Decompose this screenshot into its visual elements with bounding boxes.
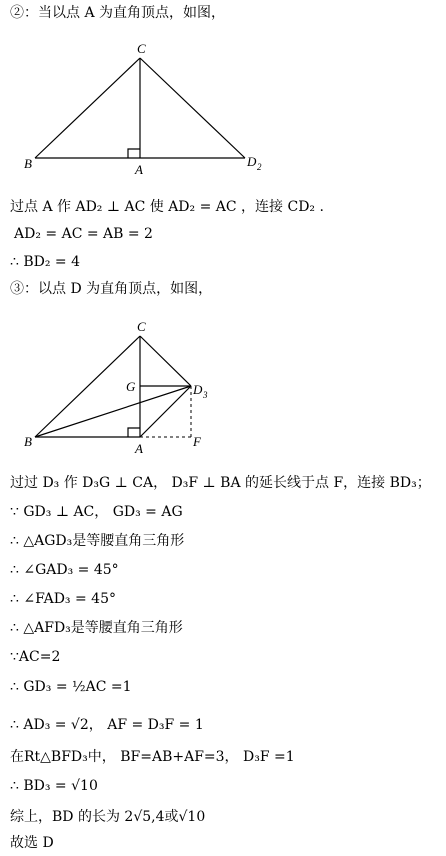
case3-line-8: ∴ GD₃ = ½AC =1: [10, 679, 132, 695]
case2-step2: AD₂ = AC = AB = 2: [14, 226, 153, 242]
case3-line-7: ∵AC=2: [10, 649, 61, 665]
case3-line-4: ∴ ∠GAD₃ = 45°: [10, 562, 119, 578]
fig2-label-d: D: [193, 382, 203, 397]
fig2-label-c: C: [137, 319, 146, 334]
fig2-line-bd3: [35, 386, 191, 437]
case3-line-1: 过过 D₃ 作 D₃G ⊥ CA， D₃F ⊥ BA 的延长线于点 F，连接 BD₃；: [10, 475, 431, 491]
case2-step3: ∴ BD₂ = 4: [10, 254, 81, 270]
case3-line-10: 在Rt△BFD₃中， BF=AB+AF=3， D₃F =1: [10, 749, 295, 765]
fig2-label-a: A: [135, 441, 143, 456]
fig2-right-angle-mark: [128, 428, 140, 437]
fig1-right-angle-mark: [128, 149, 140, 158]
fig1-label-c: C: [137, 41, 146, 56]
case3-line-6: ∴ △AFD₃是等腰直角三角形: [10, 620, 183, 636]
fig2-line-ad3: [140, 386, 191, 437]
fig2-line-cb: [35, 336, 140, 437]
case3-line-13: 故选 D: [10, 835, 54, 851]
fig1-line-cd2: [140, 58, 245, 158]
fig1-label-d: D: [247, 154, 257, 169]
fig1-label-b: B: [24, 156, 32, 171]
fig2-line-cd3: [140, 336, 191, 386]
case2-heading: ②：当以点 A 为直角顶点，如图，: [10, 5, 226, 21]
case3-line-11: ∴ BD₃ = √10: [10, 778, 98, 794]
fig2-label-d-sub: 3: [203, 390, 208, 400]
case3-line-9: ∴ AD₃ = √2， AF = D₃F = 1: [10, 717, 204, 733]
case3-heading: ③：以点 D 为直角顶点，如图，: [10, 281, 213, 297]
case3-line-3: ∴ △AGD₃是等腰直角三角形: [10, 533, 185, 549]
case3-line-5: ∴ ∠FAD₃ = 45°: [10, 591, 116, 607]
fig1-label-d-sub: 2: [257, 162, 262, 172]
case2-step1: 过点 A 作 AD₂ ⊥ AC 使 AD₂ = AC ，连接 CD₂ .: [10, 199, 324, 215]
fig2-label-g: G: [126, 379, 136, 394]
fig1-label-a: A: [135, 162, 143, 177]
fig1-line-cb: [35, 58, 140, 158]
fig2-label-b: B: [24, 434, 32, 449]
case3-line-12: 综上，BD 的长为 2√5,4或√10: [10, 809, 206, 825]
fig2-label-f: F: [193, 434, 201, 449]
case3-line-2: ∵ GD₃ ⊥ AC， GD₃ = AG: [10, 504, 183, 520]
